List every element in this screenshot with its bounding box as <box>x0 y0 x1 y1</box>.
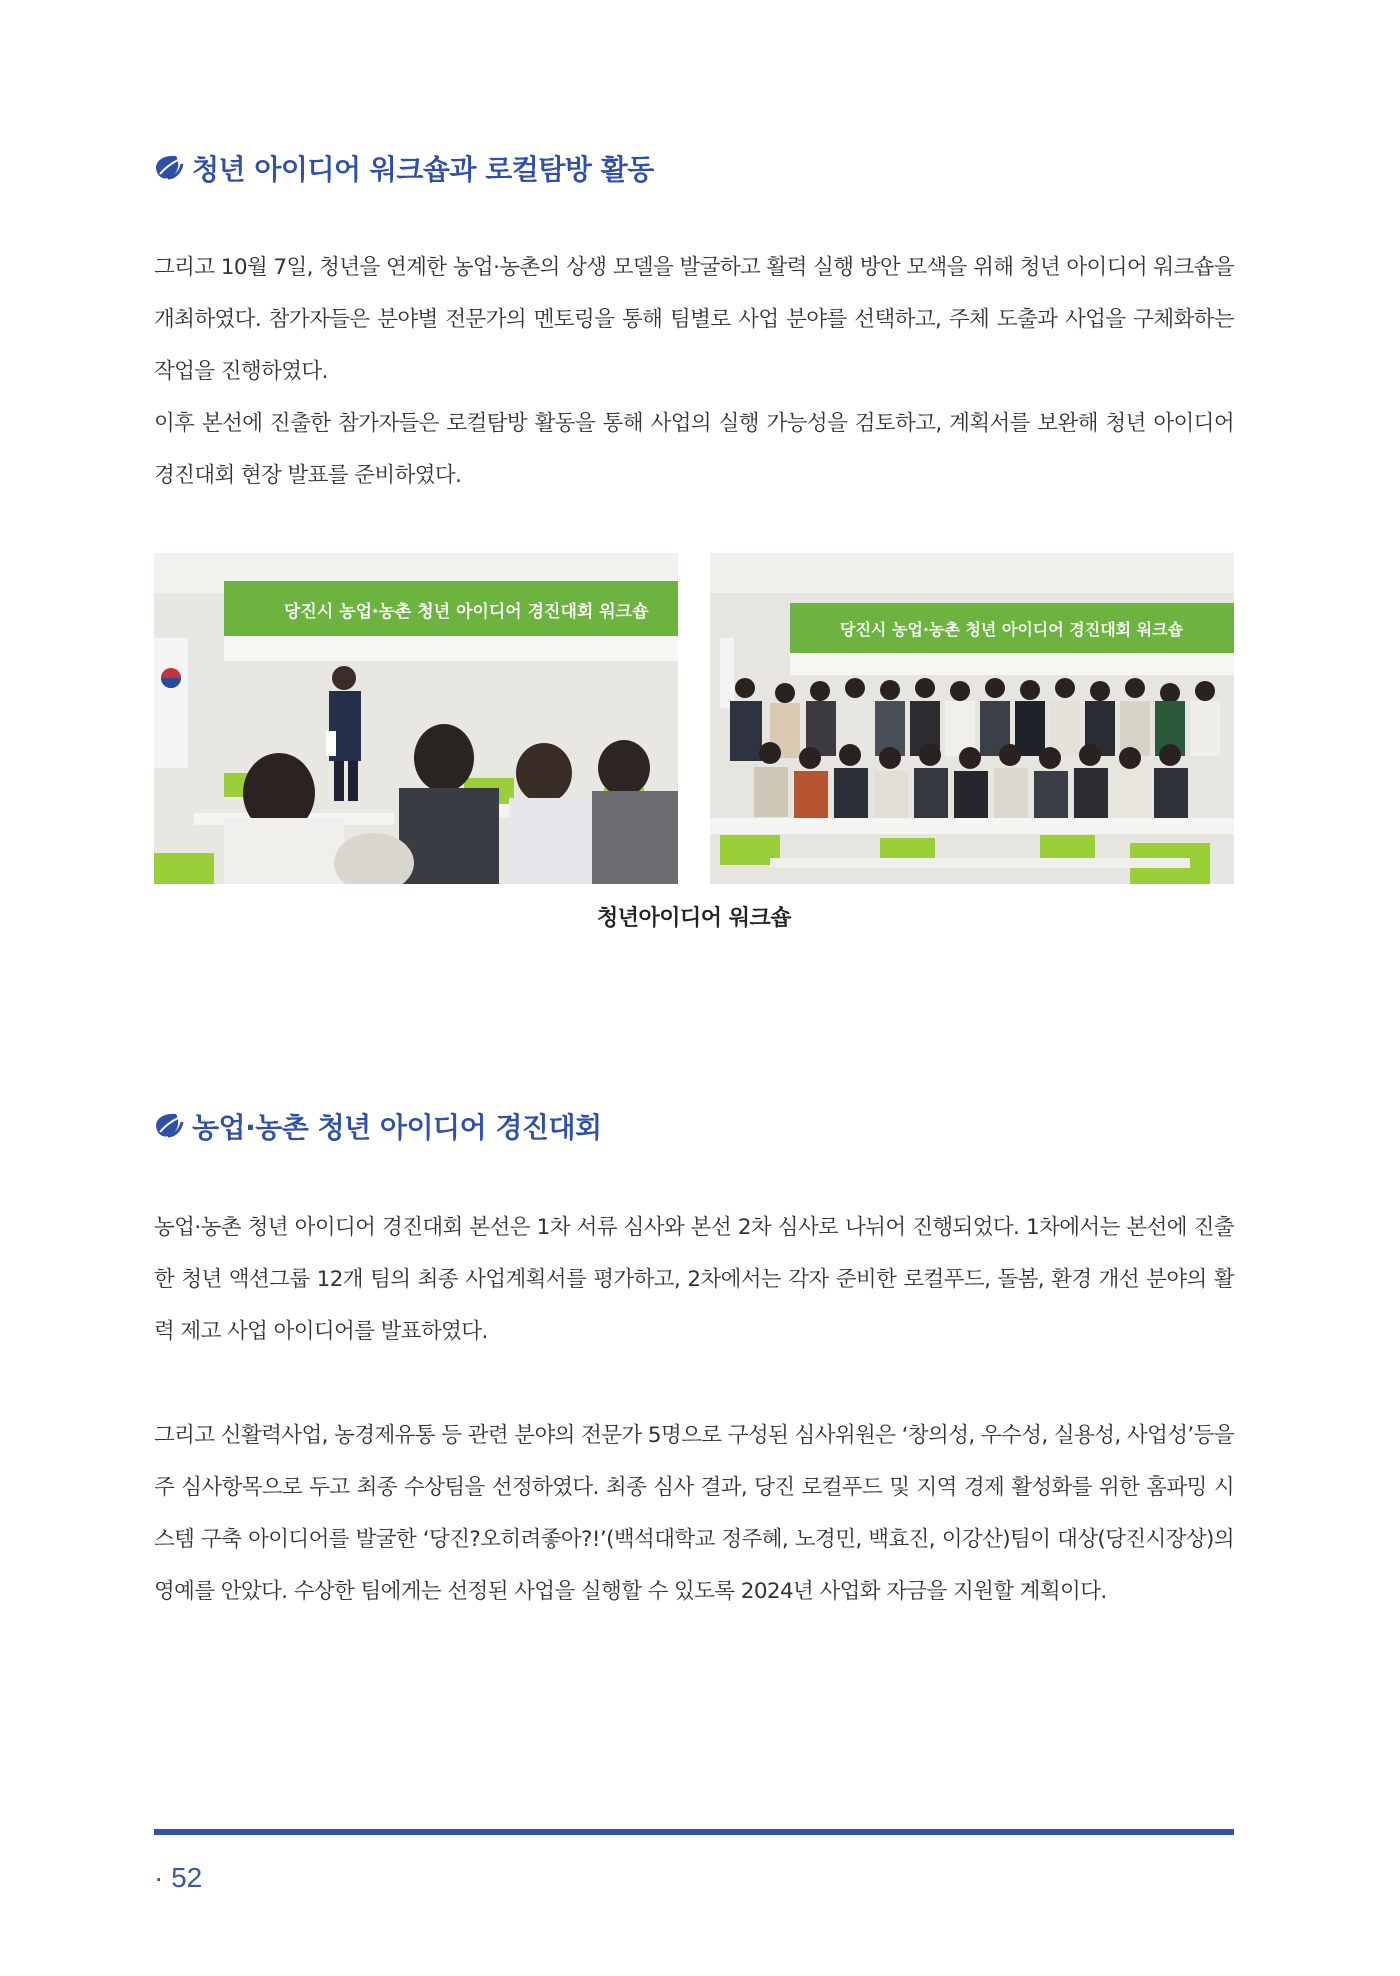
paragraph: 이후 본선에 진출한 참가자들은 로컬탐방 활동을 통해 사업의 실행 가능성을 검토하고, 계획서를 보완해 청년 아이디어 경진대회 현장 발표를 준비하였다. <box>154 411 1234 488</box>
footer-rule <box>154 1829 1234 1835</box>
banner-text: 당진시 농업·농촌 청년 아이디어 경진대회 워크숍 <box>284 602 649 622</box>
workshop-group-photo <box>710 553 1234 884</box>
page-number: · 52 <box>154 1862 203 1893</box>
workshop-speaker-photo <box>154 553 678 884</box>
paragraph: 농업·농촌 청년 아이디어 경진대회 본선은 1차 서류 심사와 본선 2차 심사로 나뉘어 진행되었다. 1차에서는 본선에 진출한 청년 액션그룹 12개 팀의 최종 사업계획서를 평가하고, 2차에서는 각자 준비한 로컬푸드, 돌봄, 환경 개선 분야의 활력 제고 사업 아이디어를 발표하였다. <box>154 1215 1234 1344</box>
section-title: 농업·농촌 청년 아이디어 경진대회 <box>192 1111 602 1144</box>
photo-caption: 청년아이디어 워크숍 <box>597 906 791 931</box>
leaf-icon <box>154 1112 184 1140</box>
section-heading-contest <box>154 1106 602 1146</box>
paragraph: 그리고 신활력사업, 농경제유통 등 관련 분야의 전문가 5명으로 구성된 심사위원은 ‘창의성, 우수성, 실용성, 사업성’등을 주 심사항목으로 두고 최종 수상팀을 선정하였다. 최종 심사 결과, 당진 로컬푸드 및 지역 경제 활성화를 위한 홈파밍 시스템 구축 아이디어를 발굴한 ‘당진?오히려좋아?!’(백석대학교 정주혜, 노경민, 백효진, 이강산)팀이 대상(당진시장상)의 영예를 안았다. 수상한 팀에게는 선정된 사업을 실행할 수 있도록 2024년 사업화 자금을 지원할 계획이다. <box>154 1423 1234 1604</box>
banner-text: 당진시 농업·농촌 청년 아이디어 경진대회 워크숍 <box>840 620 1184 639</box>
paragraph: 그리고 10월 7일, 청년을 연계한 농업·농촌의 상생 모델을 발굴하고 활력 실행 방안 모색을 위해 청년 아이디어 워크숍을 개최하였다. 참가자들은 분야별 전문가의 멘토링을 통해 팀별로 사업 분야를 선택하고, 주체 도출과 사업을 구체화하는 작업을 진행하였다. <box>154 255 1234 384</box>
section-title: 청년 아이디어 워크숍과 로컬탐방 활동 <box>192 153 654 186</box>
section-heading-workshop <box>154 148 654 188</box>
leaf-icon <box>154 154 184 182</box>
